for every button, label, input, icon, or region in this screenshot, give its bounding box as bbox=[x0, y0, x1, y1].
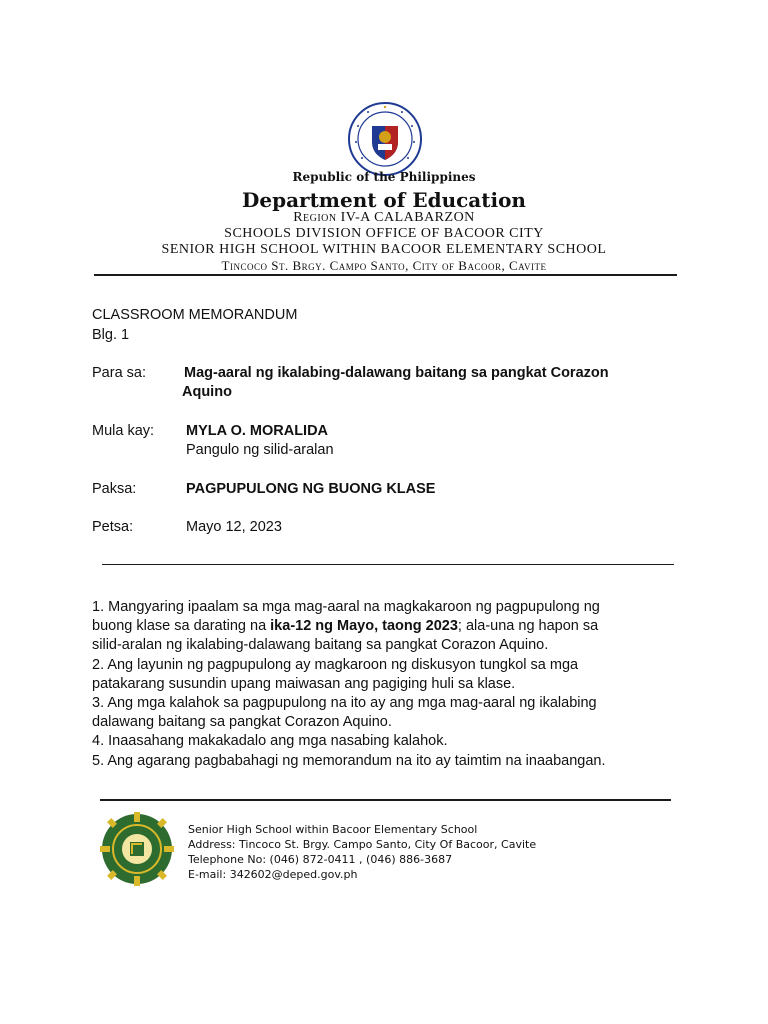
meeting-date-bold: ika-12 ng Mayo, taong 2023 bbox=[270, 618, 458, 635]
petsa-label: Petsa: bbox=[92, 519, 134, 535]
footer-address: Address: Tincoco St. Brgy. Campo Santo, City Of Bacoor, Cavite bbox=[188, 838, 537, 851]
body-line bbox=[92, 617, 652, 636]
para-sa-label: Para sa: bbox=[92, 365, 146, 381]
body-line: 1. Mangyaring ipaalam sa mga mag-aaral na magkakaroon ng pagpupulong ng bbox=[92, 599, 600, 615]
republic-text: Republic of the Philippines bbox=[292, 170, 476, 184]
body-line: 5. Ang agarang pagbabahagi ng memorandum na ito ay taimtim na inaabangan. bbox=[92, 752, 606, 769]
school-logo bbox=[100, 812, 174, 886]
para-sa-value-line2: Aquino bbox=[182, 384, 232, 400]
footer-email: E-mail: 342602@deped.gov.ph bbox=[188, 868, 358, 881]
paksa-label: Paksa: bbox=[92, 481, 137, 497]
footer-school-name: Senior High School within Bacoor Elementary School bbox=[188, 823, 478, 836]
body-line: silid-aralan ng ikalabing-dalawang baitang sa pangkat Corazon Aquino. bbox=[92, 637, 549, 654]
mula-kay-role: Pangulo ng silid-aralan bbox=[186, 442, 334, 458]
petsa-value: Mayo 12, 2023 bbox=[186, 519, 282, 535]
region-text: Region IV-A CALABARZON bbox=[293, 210, 475, 225]
mula-kay-label: Mula kay: bbox=[92, 423, 155, 439]
footer-divider bbox=[100, 799, 671, 801]
body-text: ; ala-una ng hapon sa bbox=[457, 618, 599, 635]
mula-kay-name: MYLA O. MORALIDA bbox=[186, 423, 329, 439]
body-line: 3. Ang mga kalahok sa pagpupulong na ito ay ang mga mag-aaral ng ikalabing bbox=[92, 695, 597, 712]
memo-title: CLASSROOM MEMORANDUM bbox=[92, 307, 298, 323]
memo-divider bbox=[102, 564, 674, 565]
memo-number: Blg. 1 bbox=[92, 327, 130, 343]
para-sa-value-line1: Mag-aaral ng ikalabing-dalawang baitang sa pangkat Corazon bbox=[184, 365, 609, 381]
deped-seal-logo bbox=[348, 102, 422, 176]
body-line: dalawang baitang sa pangkat Corazon Aquino. bbox=[92, 714, 392, 731]
school-address-text: Tincoco St. Brgy. Campo Santo, City of Bacoor, Cavite bbox=[221, 258, 547, 273]
body-text: buong klase sa darating na bbox=[92, 618, 271, 635]
body-line: 4. Inaasahang makakadalo ang mga nasabing kalahok. bbox=[92, 733, 448, 750]
memo-body bbox=[92, 598, 652, 771]
body-line: 2. Ang layunin ng pagpupulong ay magkaroon ng diskusyon tungkol sa mga bbox=[92, 656, 579, 673]
footer-telephone: Telephone No: (046) 872-0411 , (046) 886-3687 bbox=[188, 853, 453, 866]
header-divider bbox=[94, 274, 677, 276]
paksa-value: PAGPUPULONG NG BUONG KLASE bbox=[186, 481, 436, 497]
body-line: patakarang susundin upang maiwasan ang pagiging huli sa klase. bbox=[92, 675, 516, 692]
division-text: SCHOOLS DIVISION OFFICE OF BACOOR CITY bbox=[224, 226, 544, 241]
school-name-text: SENIOR HIGH SCHOOL WITHIN BACOOR ELEMENTARY SCHOOL bbox=[161, 242, 607, 257]
department-title: Department of Education bbox=[242, 188, 526, 212]
